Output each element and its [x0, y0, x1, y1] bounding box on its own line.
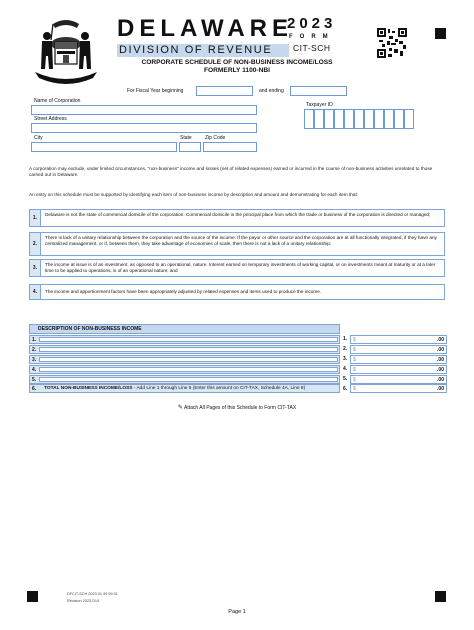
- description-input[interactable]: [39, 367, 338, 372]
- row-number: 5.: [32, 377, 37, 383]
- fiscal-beginning-field[interactable]: [196, 86, 253, 96]
- description-input[interactable]: [39, 377, 338, 382]
- amount-field[interactable]: [350, 355, 447, 364]
- taxpayer-id-box[interactable]: [304, 109, 314, 129]
- amount-line-number: 4.: [343, 366, 348, 372]
- total-label-bold: TOTAL NON-BUSINESS INCOME/LOSS: [44, 386, 133, 391]
- total-row: [29, 384, 340, 393]
- qr-code-icon: [377, 28, 407, 58]
- condition-text: The income at issue is of an investment, as opposed to an operational, nature. Interest earned on temporary investments of working capital, or on investments meant at maturity or at a later time to be applied to operations, is of an operational nature; and: [45, 262, 436, 274]
- table-row: [29, 365, 340, 374]
- table-row: [29, 355, 340, 364]
- condition-item-1: [29, 209, 445, 227]
- taxpayer-id-box[interactable]: [354, 109, 364, 129]
- form-title-line2: FORMERLY 1100-NBI: [204, 67, 270, 74]
- total-label: [44, 386, 305, 391]
- cents: .00: [437, 386, 444, 392]
- taxpayer-id-box[interactable]: [374, 109, 384, 129]
- agency-name: DELAWARE: [117, 15, 294, 42]
- condition-number: 4.: [30, 285, 41, 299]
- taxpayer-id-box[interactable]: [334, 109, 344, 129]
- city-label: City: [34, 135, 43, 141]
- row-number: 6.: [32, 386, 37, 392]
- city-field[interactable]: [31, 142, 177, 152]
- cents: .00: [437, 357, 444, 363]
- cents: .00: [437, 377, 444, 383]
- amount-field[interactable]: [350, 345, 447, 354]
- taxpayer-id-box[interactable]: [384, 109, 394, 129]
- taxpayer-id-box[interactable]: [324, 109, 334, 129]
- taxpayer-id-label: Taxpayer ID: [306, 102, 333, 108]
- total-instruction: - Add Line 1 through Line 5 (Enter this amount on CIT-TAX, Schedule 4A, Line 8): [132, 386, 306, 391]
- street-label: Street Address: [34, 116, 67, 122]
- taxpayer-id-box[interactable]: [364, 109, 374, 129]
- condition-text: The income and apportionment factors have been appropriately adjusted by related expenses and items used to produce the income.: [45, 289, 322, 294]
- state-label: State: [180, 135, 192, 141]
- row-number: 3.: [32, 357, 37, 363]
- corp-name-label: Name of Corporation: [34, 98, 81, 104]
- intro-paragraph-1: A corporation may exclude, under limited circumstances, "non-business" income and losses (net of related expenses) earned or incurred in the course of non-business activities unrelated to those carried out in Delaware.: [29, 166, 433, 178]
- table-header: [29, 324, 340, 334]
- description-input[interactable]: [39, 337, 338, 342]
- taxpayer-id-box[interactable]: [344, 109, 354, 129]
- condition-text: Delaware is not the state of commercial domicile of the corporation. Commercial domicile is the principal place from which the trade or business of the corporation is directed or managed;: [45, 212, 431, 217]
- condition-text: There is lack of a unitary relationship between the corporation and the source of the income. If the payor or other source and the corporation are at all functionally integrated, if they have any centralized management, or if, between them, they take advantage of economies of scale, then there is not a lack of a unitary relationship;: [45, 235, 437, 247]
- state-field[interactable]: [179, 142, 201, 152]
- zip-field[interactable]: [203, 142, 257, 152]
- table-row: [29, 375, 340, 384]
- taxpayer-id-box[interactable]: [314, 109, 324, 129]
- attach-note: [0, 404, 474, 411]
- division-name: DIVISION OF REVENUE: [119, 44, 273, 56]
- form-year: 2023: [287, 15, 337, 32]
- fiscal-beginning-label: For Fiscal Year beginning: [127, 88, 184, 94]
- amount-line-number: 1.: [343, 336, 348, 342]
- footer-revision: Revision 2023 D19: [67, 599, 100, 603]
- taxpayer-id-box[interactable]: [404, 109, 414, 129]
- table-row: [29, 345, 340, 354]
- dollar-sign: $: [353, 367, 356, 373]
- description-input[interactable]: [39, 347, 338, 352]
- zip-label: Zip Code: [205, 135, 226, 141]
- fiscal-ending-field[interactable]: [290, 86, 347, 96]
- page-number: Page 1: [228, 609, 246, 615]
- form-id: CIT-SCH: [293, 43, 331, 53]
- condition-item-3: [29, 259, 445, 277]
- amount-field[interactable]: [350, 365, 447, 374]
- amount-line-number: 3.: [343, 356, 348, 362]
- delaware-seal-icon: [27, 14, 105, 88]
- description-input[interactable]: [39, 357, 338, 362]
- amount-field[interactable]: [350, 335, 447, 344]
- condition-number: 2.: [30, 233, 41, 255]
- cents: .00: [437, 337, 444, 343]
- amount-line-number: 6.: [343, 386, 348, 392]
- cents: .00: [437, 347, 444, 353]
- row-number: 2.: [32, 347, 37, 353]
- dollar-sign: $: [353, 377, 356, 383]
- taxpayer-id-box[interactable]: [394, 109, 404, 129]
- dollar-sign: $: [353, 347, 356, 353]
- total-amount-field[interactable]: [350, 384, 447, 393]
- row-number: 1.: [32, 337, 37, 343]
- amount-field[interactable]: [350, 375, 447, 384]
- table-header-label: DESCRIPTION OF NON-BUSINESS INCOME: [38, 326, 142, 332]
- row-number: 4.: [32, 367, 37, 373]
- attach-note-text: Attach All Pages of this Schedule to Form CIT-TAX: [183, 405, 297, 411]
- condition-number: 1.: [30, 210, 41, 226]
- footer-form-code: DFCIT-SCH 2023 01 99 99 01: [67, 592, 118, 596]
- form-word: FORM: [289, 34, 335, 40]
- street-field[interactable]: [31, 123, 257, 133]
- condition-item-4: [29, 284, 445, 300]
- cents: .00: [437, 367, 444, 373]
- table-row: [29, 335, 340, 344]
- dollar-sign: $: [353, 337, 356, 343]
- form-title-line1: CORPORATE SCHEDULE OF NON-BUSINESS INCOME/LOSS: [141, 59, 333, 66]
- corp-name-field[interactable]: [31, 105, 257, 115]
- registration-mark-top-right: [435, 28, 446, 39]
- paperclip-icon: ✎: [177, 405, 183, 411]
- fiscal-ending-label: and ending: [259, 88, 284, 94]
- amount-line-number: 2.: [343, 346, 348, 352]
- condition-item-2: [29, 232, 445, 256]
- registration-mark-bottom-right: [435, 591, 446, 602]
- amount-line-number: 5.: [343, 376, 348, 382]
- registration-mark-bottom-left: [27, 591, 38, 602]
- intro-paragraph-2: An entry on this schedule must be supported by identifying each item of non-business income by description and amount and demonstrating for each item that:: [29, 192, 359, 197]
- condition-number: 3.: [30, 260, 41, 276]
- dollar-sign: $: [353, 357, 356, 363]
- dollar-sign: $: [353, 386, 356, 392]
